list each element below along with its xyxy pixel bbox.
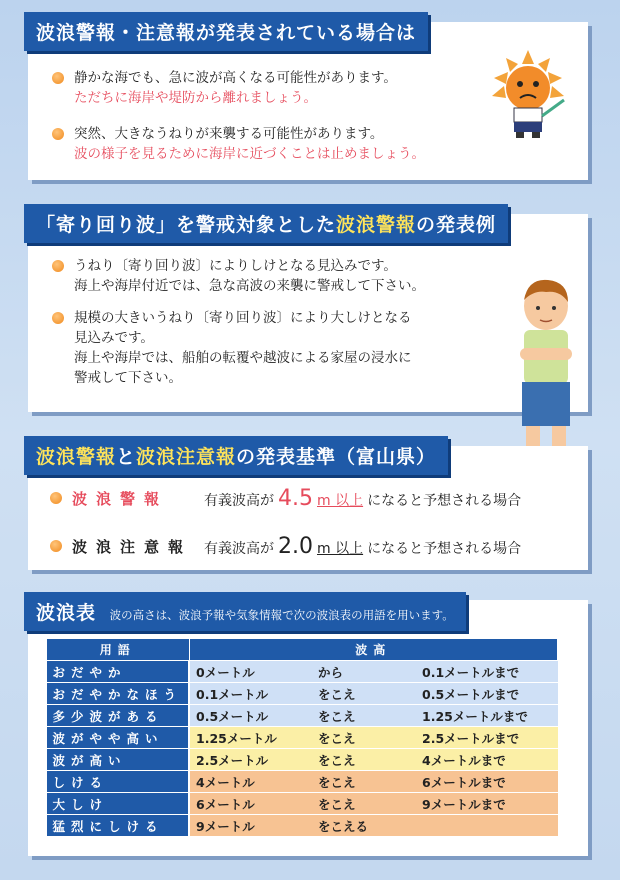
- row-term: おだやか: [47, 661, 190, 683]
- row-from: 1.25メートル: [189, 727, 312, 749]
- row-term: 大しけ: [47, 793, 190, 815]
- header-term: 用語: [47, 639, 190, 661]
- criteria-prefix: 有義波高が: [204, 540, 274, 557]
- row-to: 0.5メートルまで: [416, 683, 557, 705]
- row-term: 多少波がある: [47, 705, 190, 727]
- table-row: [47, 727, 558, 749]
- row-to: 0.1メートルまで: [416, 661, 557, 683]
- bullet-icon: [52, 72, 64, 84]
- bullet-icon: [52, 312, 64, 324]
- table-row: [47, 683, 558, 705]
- list-item: [52, 124, 425, 164]
- wave-scale-table: [46, 638, 558, 836]
- header-height: 波高: [189, 639, 557, 661]
- table-row: [47, 661, 558, 683]
- item-text: 突然、大きなうねりが来襲する可能性があります。: [74, 126, 384, 142]
- row-term: おだやかなほう: [47, 683, 190, 705]
- section4-title: [24, 592, 466, 631]
- row-to: 1.25メートルまで: [416, 705, 557, 727]
- list-item: [52, 308, 412, 388]
- row-to: 4メートルまで: [416, 749, 557, 771]
- section3-title: [24, 436, 448, 475]
- section2-title: [24, 204, 508, 243]
- list-item: [52, 256, 425, 296]
- item-text: 見込みです。: [74, 330, 154, 346]
- item-text: 規模の大きいうねり〔寄り回り波〕により大しけとなる: [74, 310, 412, 326]
- item-text: うねり〔寄り回り波〕によりしけとなる見込みです。: [74, 258, 397, 274]
- table-row: [47, 793, 558, 815]
- title-part: 波浪表: [36, 602, 97, 624]
- item-text: 静かな海でも、急に波が高くなる可能性があります。: [74, 70, 397, 86]
- row-to: 6メートルまで: [416, 771, 557, 793]
- criteria-suffix: になると予想される場合: [367, 540, 522, 557]
- title-part: と: [116, 446, 137, 468]
- criteria-name: 波浪警報: [72, 489, 169, 508]
- row-from: 0.5メートル: [189, 705, 312, 727]
- criteria-unit: m 以上: [317, 540, 364, 557]
- table-row: [47, 749, 558, 771]
- item-warning-text: 波の様子を見るために海岸に近づくことは止めましょう。: [74, 146, 425, 162]
- section-warning-advice: [28, 22, 588, 180]
- row-from: 2.5メートル: [189, 749, 312, 771]
- title-highlight: 波浪警報: [36, 446, 117, 468]
- row-to: 9メートルまで: [416, 793, 557, 815]
- criteria-value: 2.0: [278, 533, 313, 559]
- title-highlight: 波浪注意報: [136, 446, 237, 468]
- section1-title: 波浪警報・注意報が発表されている場合は: [24, 12, 428, 51]
- bullet-icon: [52, 128, 64, 140]
- bullet-icon: [52, 260, 64, 272]
- criteria-unit: m 以上: [317, 492, 364, 509]
- row-from: 0メートル: [189, 661, 312, 683]
- bullet-icon: [50, 492, 62, 504]
- table-row: [47, 771, 558, 793]
- row-to: 2.5メートルまで: [416, 727, 557, 749]
- row-relation: から: [312, 661, 416, 683]
- title-highlight: 波浪警報: [336, 214, 417, 236]
- row-relation: をこえる: [312, 815, 416, 837]
- row-relation: をこえ: [312, 771, 416, 793]
- title-part: の発表基準（富山県）: [236, 446, 437, 468]
- row-from: 0.1メートル: [189, 683, 312, 705]
- row-relation: をこえ: [312, 705, 416, 727]
- criteria-row-warning: [50, 484, 521, 512]
- title-part: の発表例: [416, 214, 497, 236]
- row-relation: をこえ: [312, 793, 416, 815]
- sun-mascot-icon: [488, 50, 568, 140]
- criteria-prefix: 有義波高が: [204, 492, 274, 509]
- row-term: 波が高い: [47, 749, 190, 771]
- row-from: 6メートル: [189, 793, 312, 815]
- row-relation: をこえ: [312, 683, 416, 705]
- row-relation: をこえ: [312, 749, 416, 771]
- row-from: 4メートル: [189, 771, 312, 793]
- section4-subtitle: 波の高さは、波浪予報や気象情報で次の波浪表の用語を用います。: [109, 608, 454, 622]
- item-text: 海上や海岸付近では、急な高波の来襲に警戒して下さい。: [74, 278, 425, 294]
- criteria-name: 波浪注意報: [72, 537, 193, 556]
- row-term: 波がやや高い: [47, 727, 190, 749]
- item-text: 海上や海岸では、船舶の転覆や越波による家屋の浸水に: [74, 350, 412, 366]
- table-row: [47, 705, 558, 727]
- row-relation: をこえ: [312, 727, 416, 749]
- row-term: しける: [47, 771, 190, 793]
- title-part: 「寄り回り波」を警戒対象とした: [36, 214, 337, 236]
- row-from: 9メートル: [189, 815, 312, 837]
- row-term: 猛烈にしける: [47, 815, 190, 837]
- item-warning-text: ただちに海岸や堤防から離れましょう。: [74, 90, 317, 106]
- list-item: [52, 68, 397, 108]
- criteria-value: 4.5: [278, 485, 313, 511]
- criteria-suffix: になると予想される場合: [367, 492, 522, 509]
- section-criteria: [28, 446, 588, 570]
- criteria-row-advisory: [50, 532, 521, 560]
- table-row: [47, 815, 558, 837]
- bullet-icon: [50, 540, 62, 552]
- item-text: 警戒して下さい。: [74, 370, 182, 386]
- row-to: [416, 815, 557, 837]
